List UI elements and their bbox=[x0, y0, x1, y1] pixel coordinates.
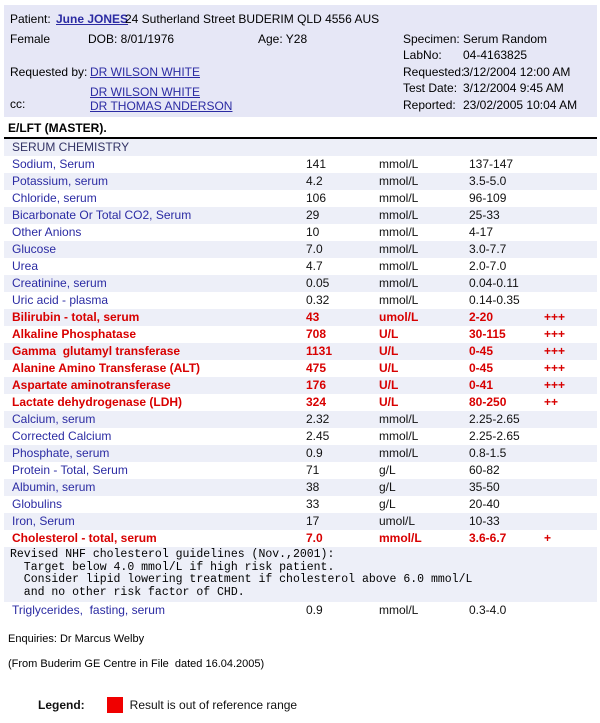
labno-value: 04-4163825 bbox=[463, 48, 528, 62]
result-row[interactable] bbox=[4, 309, 597, 326]
reference-range: 3.0-7.7 bbox=[469, 242, 507, 256]
reference-range: 30-115 bbox=[469, 327, 506, 341]
result-value: 106 bbox=[306, 191, 327, 205]
result-units: mmol/L bbox=[379, 157, 419, 171]
result-units: U/L bbox=[379, 395, 399, 409]
analyte-name: Iron, Serum bbox=[12, 514, 75, 528]
result-row[interactable] bbox=[4, 326, 597, 343]
result-units: U/L bbox=[379, 378, 399, 392]
abnormal-flag bbox=[544, 190, 597, 207]
abnormal-flag: +++ bbox=[544, 361, 566, 375]
section-header: SERUM CHEMISTRY bbox=[4, 139, 597, 156]
analyte-name: Lactate dehydrogenase (LDH) bbox=[12, 395, 183, 409]
result-units: umol/L bbox=[379, 514, 416, 528]
result-value: 7.0 bbox=[306, 531, 323, 545]
comment-line: Revised NHF cholesterol guidelines (Nov.,2001): bbox=[10, 548, 335, 561]
abnormal-flag bbox=[544, 173, 597, 190]
result-value: 0.9 bbox=[306, 603, 323, 617]
cholesterol-comment bbox=[4, 547, 597, 602]
result-units: mmol/L bbox=[379, 531, 422, 545]
comment-line: Consider lipid lowering treatment if cholesterol above 6.0 mmol/L bbox=[10, 573, 473, 586]
results-rows bbox=[4, 156, 597, 547]
reported-value: 23/02/2005 10:04 AM bbox=[463, 98, 578, 112]
reference-range: 80-250 bbox=[469, 395, 507, 409]
analyte-name: Potassium, serum bbox=[12, 174, 109, 188]
cc-label: cc: bbox=[10, 97, 26, 111]
abnormal-flag bbox=[544, 258, 597, 275]
result-units: mmol/L bbox=[379, 446, 419, 460]
result-value: 17 bbox=[306, 514, 320, 528]
results-rows-after bbox=[4, 602, 597, 619]
result-units: g/L bbox=[379, 497, 396, 511]
cc-doctor-link[interactable]: DR THOMAS ANDERSON bbox=[90, 99, 233, 113]
reference-range: 60-82 bbox=[469, 463, 500, 477]
result-units: mmol/L bbox=[379, 412, 419, 426]
analyte-name: Creatinine, serum bbox=[12, 276, 107, 290]
legend-label: Legend: bbox=[38, 698, 85, 712]
analyte-name: Albumin, serum bbox=[12, 480, 96, 494]
result-value: 324 bbox=[306, 395, 327, 409]
abnormal-flag bbox=[544, 241, 597, 258]
requesting-doctor-link[interactable]: DR WILSON WHITE bbox=[90, 65, 200, 79]
analyte-name: Triglycerides, fasting, serum bbox=[12, 603, 165, 617]
result-row[interactable] bbox=[4, 190, 597, 207]
legend bbox=[38, 697, 297, 713]
enquiries-line: Enquiries: Dr Marcus Welby bbox=[8, 633, 145, 645]
result-value: 176 bbox=[306, 378, 327, 392]
result-value: 4.2 bbox=[306, 174, 323, 188]
result-units: umol/L bbox=[379, 310, 419, 324]
reference-range: 10-33 bbox=[469, 514, 500, 528]
result-value: 7.0 bbox=[306, 242, 323, 256]
analyte-name: Gamma glutamyl transferase bbox=[12, 344, 181, 358]
reference-range: 0-41 bbox=[469, 378, 494, 392]
result-row[interactable] bbox=[4, 479, 597, 496]
result-row[interactable] bbox=[4, 394, 597, 411]
analyte-name: Globulins bbox=[12, 497, 63, 511]
result-row[interactable] bbox=[4, 292, 597, 309]
reference-range: 20-40 bbox=[469, 497, 500, 511]
abnormal-flag bbox=[544, 224, 597, 241]
result-units: mmol/L bbox=[379, 174, 419, 188]
abnormal-flag: +++ bbox=[544, 378, 566, 392]
specimen-label: Specimen: bbox=[403, 32, 460, 46]
result-row[interactable] bbox=[4, 602, 597, 619]
result-units: mmol/L bbox=[379, 429, 419, 443]
abnormal-flag: ++ bbox=[544, 395, 559, 409]
reference-range: 137-147 bbox=[469, 157, 514, 171]
result-units: U/L bbox=[379, 361, 399, 375]
result-value: 71 bbox=[306, 463, 320, 477]
abnormal-flag bbox=[544, 207, 597, 224]
reference-range: 0.04-0.11 bbox=[469, 276, 519, 290]
result-value: 475 bbox=[306, 361, 327, 375]
results-table bbox=[4, 139, 597, 619]
result-units: U/L bbox=[379, 327, 399, 341]
result-row[interactable] bbox=[4, 173, 597, 190]
legend-description: Result is out of reference range bbox=[129, 698, 298, 712]
result-row[interactable] bbox=[4, 496, 597, 513]
analyte-name: Alanine Amino Transferase (ALT) bbox=[12, 361, 201, 375]
requested-value: 3/12/2004 12:00 AM bbox=[463, 65, 571, 79]
report-title: E/LFT (MASTER). bbox=[4, 121, 597, 139]
result-value: 2.32 bbox=[306, 412, 330, 426]
result-row[interactable] bbox=[4, 428, 597, 445]
reference-range: 0.8-1.5 bbox=[469, 446, 507, 460]
result-units: mmol/L bbox=[379, 603, 419, 617]
analyte-name: Protein - Total, Serum bbox=[12, 463, 128, 477]
reference-range: 0-45 bbox=[469, 361, 494, 375]
abnormal-flag: +++ bbox=[544, 327, 566, 341]
reference-range: 0.14-0.35 bbox=[469, 293, 520, 307]
reference-range: 2.25-2.65 bbox=[469, 429, 520, 443]
result-value: 33 bbox=[306, 497, 320, 511]
result-value: 38 bbox=[306, 480, 320, 494]
patient-label: Patient: bbox=[10, 12, 51, 26]
reference-range: 3.5-5.0 bbox=[469, 174, 507, 188]
analyte-name: Bilirubin - total, serum bbox=[12, 310, 140, 324]
abnormal-flag bbox=[544, 496, 597, 513]
reference-range: 3.6-6.7 bbox=[469, 531, 507, 545]
result-value: 1131 bbox=[306, 344, 333, 358]
reference-range: 0.3-4.0 bbox=[469, 603, 507, 617]
analyte-name: Uric acid - plasma bbox=[12, 293, 109, 307]
patient-name-link[interactable]: June JONES bbox=[56, 12, 129, 26]
result-row[interactable] bbox=[4, 224, 597, 241]
result-row[interactable] bbox=[4, 258, 597, 275]
result-units: g/L bbox=[379, 480, 396, 494]
abnormal-flag bbox=[544, 428, 597, 445]
patient-sex: Female bbox=[10, 32, 51, 46]
result-row[interactable] bbox=[4, 377, 597, 394]
result-row[interactable] bbox=[4, 445, 597, 462]
requested-label: Requested: bbox=[403, 65, 465, 79]
abnormal-flag bbox=[544, 156, 597, 173]
result-value: 2.45 bbox=[306, 429, 330, 443]
analyte-name: Calcium, serum bbox=[12, 412, 96, 426]
reference-range: 2.25-2.65 bbox=[469, 412, 520, 426]
testdate-value: 3/12/2004 9:45 AM bbox=[463, 81, 564, 95]
cc-doctor-link[interactable]: DR WILSON WHITE bbox=[90, 85, 200, 99]
result-units: g/L bbox=[379, 463, 396, 477]
abnormal-flag: +++ bbox=[544, 344, 566, 358]
result-row[interactable] bbox=[4, 207, 597, 224]
abnormal-flag bbox=[544, 411, 597, 428]
abnormal-flag bbox=[544, 292, 597, 309]
specimen-value: Serum Random bbox=[463, 32, 548, 46]
patient-header bbox=[4, 5, 597, 117]
comment-line: and no other risk factor of CHD. bbox=[10, 585, 245, 599]
result-units: mmol/L bbox=[379, 293, 419, 307]
reference-range: 35-50 bbox=[469, 480, 500, 494]
result-row[interactable] bbox=[4, 513, 597, 530]
analyte-name: Cholesterol - total, serum bbox=[12, 531, 157, 545]
analyte-name: Chloride, serum bbox=[12, 191, 97, 205]
analyte-name: Corrected Calcium bbox=[12, 429, 112, 443]
abnormal-flag: + bbox=[544, 531, 552, 545]
result-units: mmol/L bbox=[379, 225, 419, 239]
result-value: 0.05 bbox=[306, 276, 330, 290]
result-value: 0.32 bbox=[306, 293, 330, 307]
reference-range: 2-20 bbox=[469, 310, 494, 324]
result-value: 10 bbox=[306, 225, 320, 239]
patient-age: Age: Y28 bbox=[258, 32, 308, 46]
result-value: 29 bbox=[306, 208, 320, 222]
reference-range: 4-17 bbox=[469, 225, 494, 239]
result-row[interactable] bbox=[4, 343, 597, 360]
requested-by-label: Requested by: bbox=[10, 65, 88, 79]
reference-range: 2.0-7.0 bbox=[469, 259, 507, 273]
labno-label: LabNo: bbox=[403, 48, 442, 62]
result-row[interactable] bbox=[4, 411, 597, 428]
abnormal-flag: +++ bbox=[544, 310, 566, 324]
analyte-name: Sodium, Serum bbox=[12, 157, 95, 171]
abnormal-flag bbox=[544, 445, 597, 462]
result-value: 43 bbox=[306, 310, 320, 324]
reference-range: 96-109 bbox=[469, 191, 507, 205]
result-units: mmol/L bbox=[379, 259, 419, 273]
abnormal-flag bbox=[544, 462, 597, 479]
analyte-name: Urea bbox=[12, 259, 39, 273]
analyte-name: Alkaline Phosphatase bbox=[12, 327, 137, 341]
abnormal-flag bbox=[544, 602, 597, 619]
analyte-name: Phosphate, serum bbox=[12, 446, 110, 460]
result-value: 708 bbox=[306, 327, 327, 341]
reference-range: 25-33 bbox=[469, 208, 500, 222]
result-row[interactable] bbox=[4, 530, 597, 547]
comment-line: Target below 4.0 mmol/L if high risk patient. bbox=[10, 560, 335, 574]
abnormal-flag bbox=[544, 479, 597, 496]
analyte-name: Other Anions bbox=[12, 225, 82, 239]
analyte-name: Bicarbonate Or Total CO2, Serum bbox=[12, 208, 192, 222]
analyte-name: Glucose bbox=[12, 242, 57, 256]
analyte-name: Aspartate aminotransferase bbox=[12, 378, 171, 392]
reference-range: 0-45 bbox=[469, 344, 494, 358]
result-row[interactable] bbox=[4, 156, 597, 173]
result-units: mmol/L bbox=[379, 191, 419, 205]
result-value: 141 bbox=[306, 157, 327, 171]
abnormal-flag bbox=[544, 275, 597, 292]
reported-label: Reported: bbox=[403, 98, 456, 112]
patient-dob: DOB: 8/01/1976 bbox=[88, 32, 175, 46]
abnormal-flag bbox=[544, 513, 597, 530]
testdate-label: Test Date: bbox=[403, 81, 458, 95]
result-units: mmol/L bbox=[379, 276, 419, 290]
result-units: U/L bbox=[379, 344, 399, 358]
result-units: mmol/L bbox=[379, 242, 419, 256]
result-value: 4.7 bbox=[306, 259, 323, 273]
patient-address: 24 Sutherland Street BUDERIM QLD 4556 AUS bbox=[125, 12, 380, 26]
result-row[interactable] bbox=[4, 275, 597, 292]
result-row[interactable] bbox=[4, 462, 597, 479]
result-row[interactable] bbox=[4, 241, 597, 258]
source-line: (From Buderim GE Centre in File dated 16.04.2005) bbox=[8, 658, 265, 670]
result-units: mmol/L bbox=[379, 208, 419, 222]
legend-red-swatch bbox=[107, 697, 123, 713]
result-value: 0.9 bbox=[306, 446, 323, 460]
result-row[interactable] bbox=[4, 360, 597, 377]
